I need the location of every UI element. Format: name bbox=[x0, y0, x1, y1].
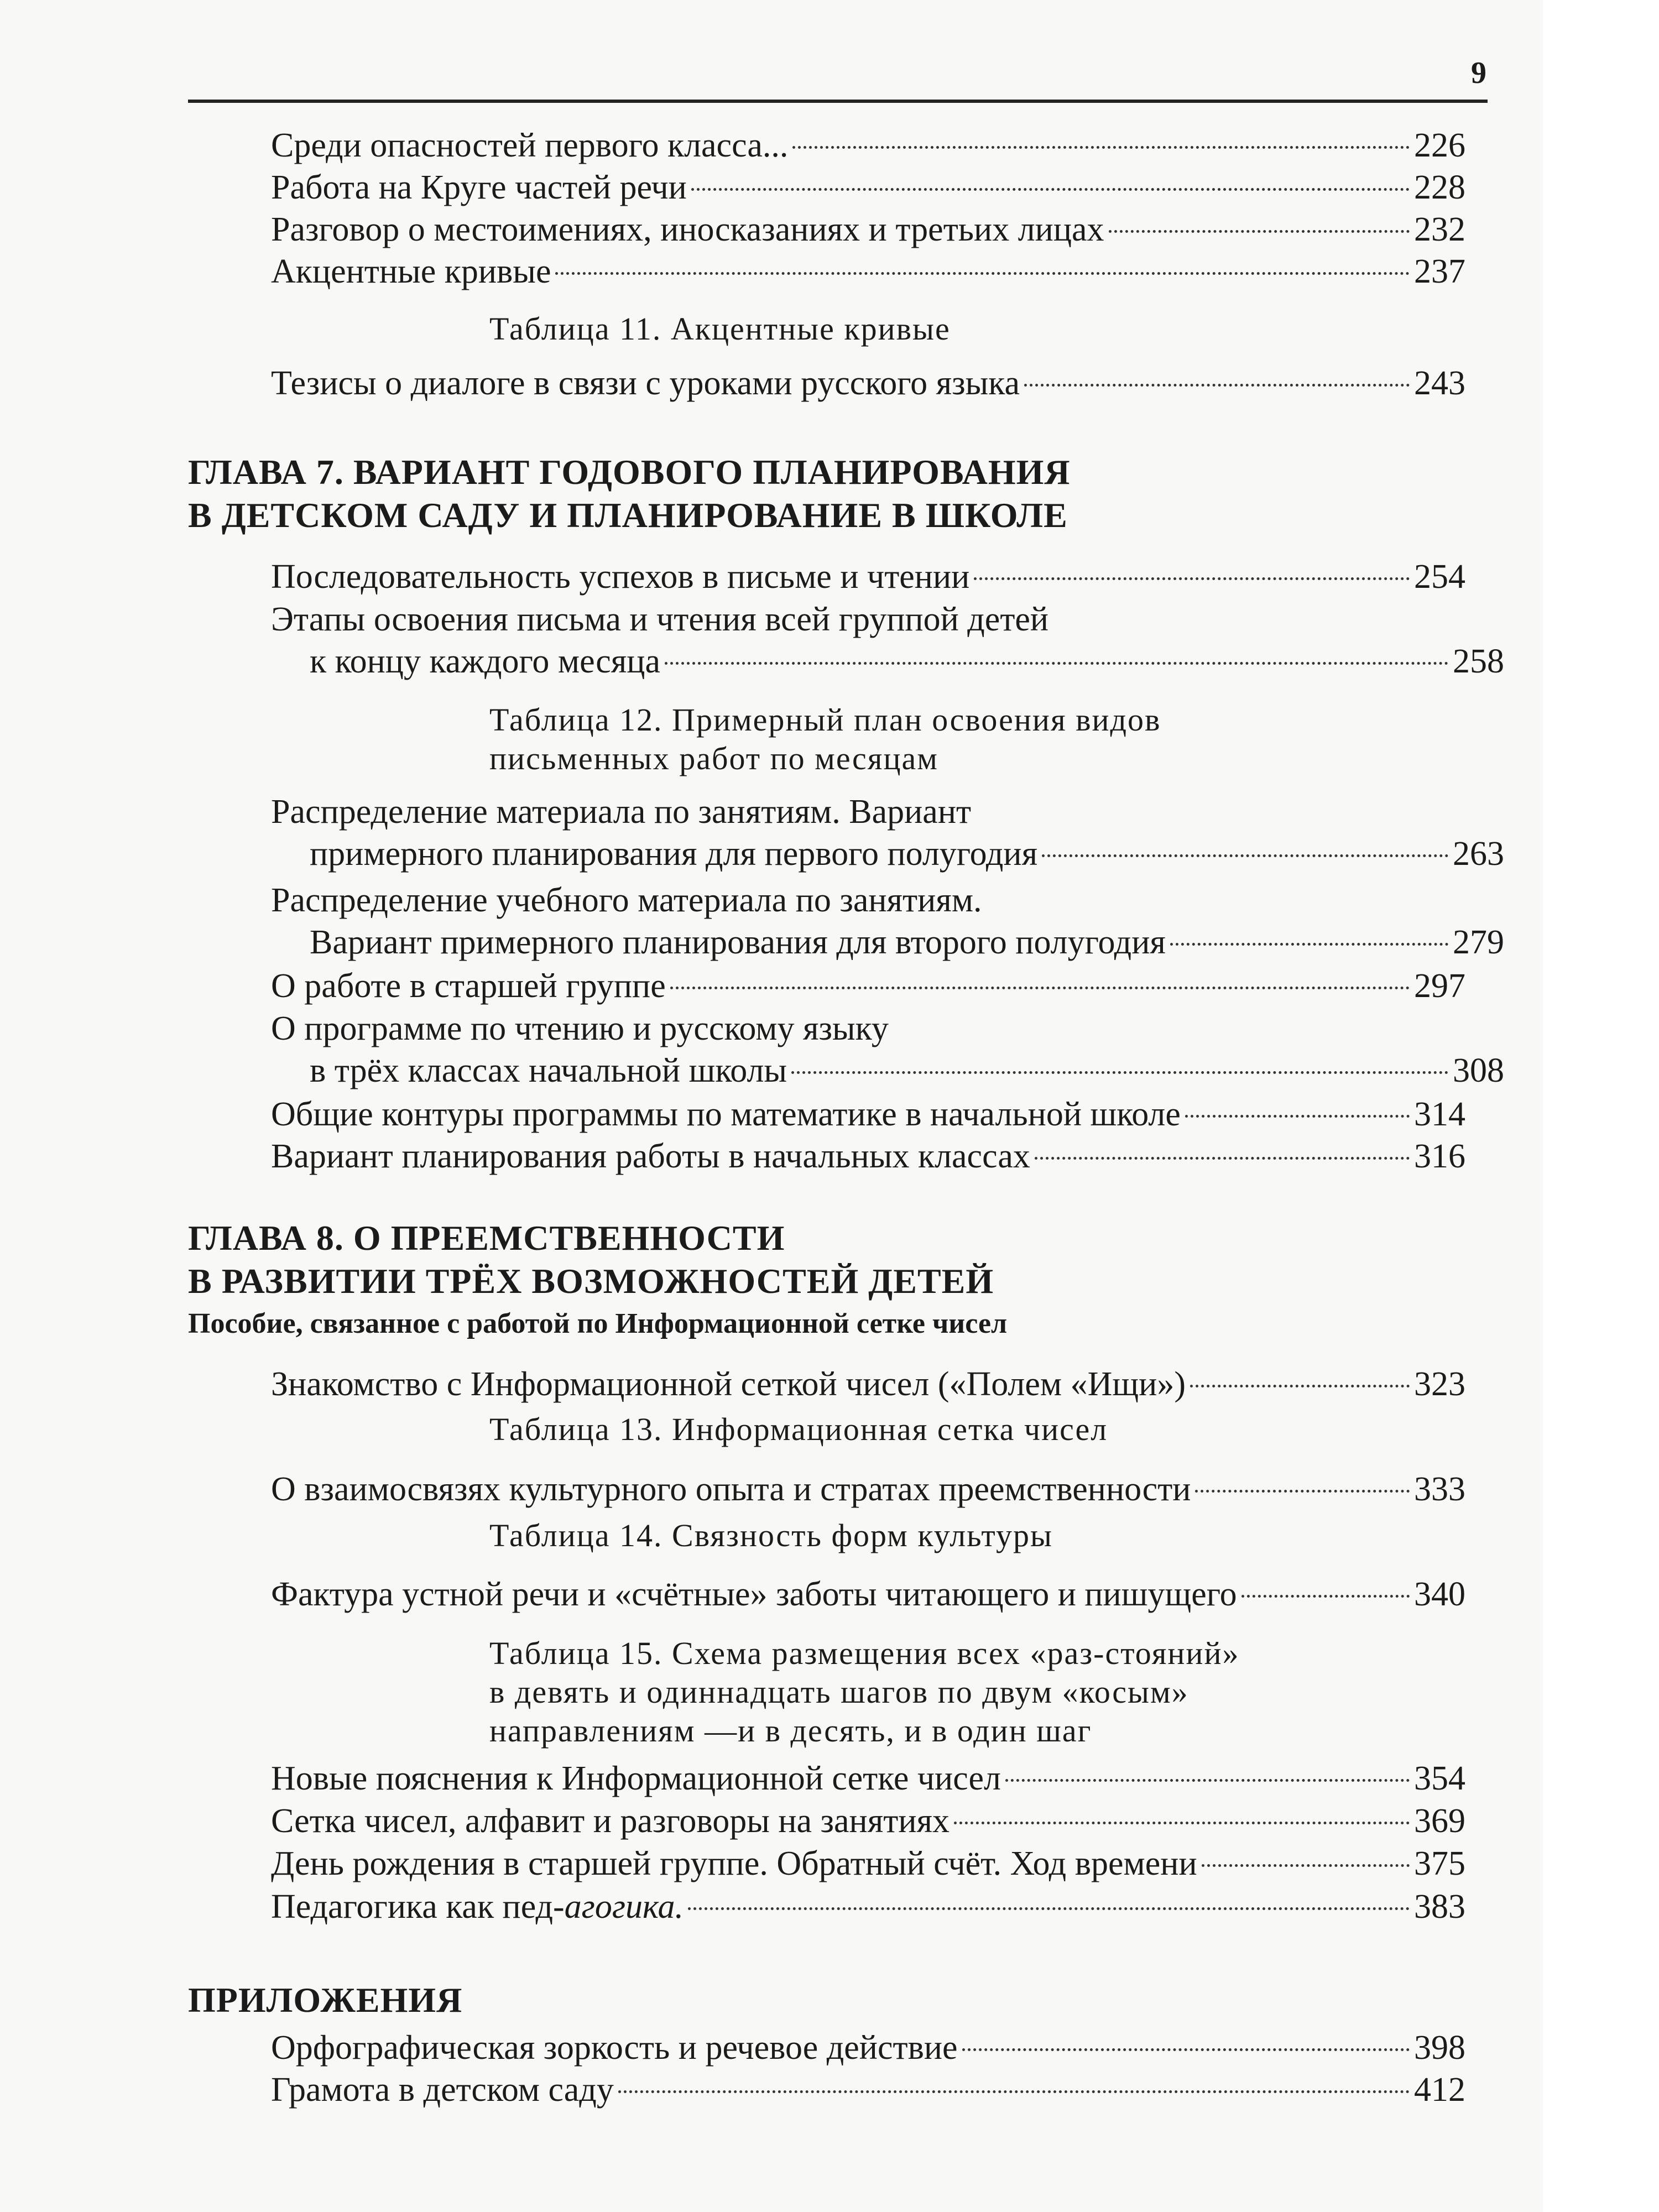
toc-entry bbox=[271, 1800, 1465, 1842]
toc-entry-title: Орфографическая зоркость и речевое действие bbox=[271, 2029, 958, 2067]
toc-entry-title-cont: к концу каждого месяца bbox=[310, 643, 660, 680]
toc-entry-title-italic: агогика. bbox=[564, 1888, 684, 1926]
table-caption-line: направлениям —и в десять, и в один шаг bbox=[489, 1713, 1092, 1749]
toc-entry-title: Среди опасностей первого класса... bbox=[271, 127, 789, 164]
chapter-heading-line: В РАЗВИТИИ ТРЁХ ВОЗМОЖНОСТЕЙ ДЕТЕЙ bbox=[188, 1261, 994, 1301]
toc-entry-title: О работе в старшей группе bbox=[271, 967, 666, 1005]
toc-entry-page: 279 bbox=[1453, 924, 1504, 961]
page-number: 9 bbox=[1471, 56, 1486, 90]
table-caption bbox=[489, 1634, 1485, 1750]
toc-entry bbox=[271, 251, 1465, 293]
toc-entry-page: 243 bbox=[1414, 364, 1465, 402]
toc-entry-title: О взаимосвязях культурного опыта и стратах преемственности bbox=[271, 1470, 1191, 1508]
dot-leader bbox=[1035, 1157, 1410, 1160]
toc-entry bbox=[271, 1468, 1465, 1510]
chapter-heading-line: ГЛАВА 8. О ПРЕЕМСТВЕННОСТИ bbox=[188, 1218, 785, 1258]
toc-entry-title bbox=[271, 1886, 684, 1928]
dot-leader bbox=[1195, 1490, 1410, 1493]
dot-leader bbox=[1190, 1385, 1410, 1387]
toc-entry-title: Работа на Круге частей речи bbox=[271, 169, 687, 206]
toc-entry-title: Общие контуры программы по математике в начальной школе bbox=[271, 1095, 1181, 1133]
toc-entry-page: 232 bbox=[1414, 211, 1465, 248]
toc-entry-title: Фактура устной речи и «счётные» заботы читающего и пишущего bbox=[271, 1575, 1237, 1613]
chapter-heading-line: ГЛАВА 7. ВАРИАНТ ГОДОВОГО ПЛАНИРОВАНИЯ bbox=[188, 452, 1071, 492]
dot-leader bbox=[691, 188, 1410, 191]
toc-entry-page: 398 bbox=[1414, 2029, 1465, 2067]
dot-leader bbox=[1185, 1115, 1410, 1118]
toc-entry-title: Сетка чисел, алфавит и разговоры на занятиях bbox=[271, 1802, 950, 1840]
toc-entry bbox=[271, 1008, 1504, 1092]
dot-leader bbox=[962, 2048, 1410, 2051]
appendix-heading-text: ПРИЛОЖЕНИЯ bbox=[188, 1980, 463, 2020]
toc-entry-title-cont: в трёх классах начальной школы bbox=[310, 1052, 787, 1089]
toc-entry-page: 333 bbox=[1414, 1470, 1465, 1508]
toc-entry-page: 314 bbox=[1414, 1095, 1465, 1133]
toc-entry-title-prefix: Педагогика как пед- bbox=[271, 1888, 565, 1926]
toc-entry-page: 254 bbox=[1414, 558, 1465, 596]
scan-margin bbox=[1543, 0, 1659, 2212]
toc-entry bbox=[271, 965, 1465, 1007]
toc-entry bbox=[271, 124, 1465, 166]
table-caption bbox=[489, 310, 1485, 348]
toc-entry-title: Тезисы о диалоге в связи с уроками русского языка bbox=[271, 364, 1020, 402]
toc-entry-page: 323 bbox=[1414, 1365, 1465, 1403]
toc-entry bbox=[271, 556, 1465, 598]
toc-entry-title: Последовательность успехов в письме и чтении bbox=[271, 558, 970, 596]
dot-leader bbox=[618, 2090, 1410, 2093]
toc-entry-title: День рождения в старшей группе. Обратный счёт. Ход времени bbox=[271, 1845, 1197, 1882]
dot-leader bbox=[1241, 1595, 1410, 1598]
dot-leader bbox=[792, 146, 1410, 149]
toc-entry bbox=[271, 208, 1465, 251]
table-caption-line: Таблица 11. Акцентные кривые bbox=[489, 311, 951, 347]
toc-entry-title: Знакомство с Информационной сеткой чисел («Полем «Ищи») bbox=[271, 1365, 1186, 1403]
table-caption-line: Таблица 14. Связность форм культуры bbox=[489, 1517, 1053, 1553]
toc-entry bbox=[271, 2027, 1465, 2069]
toc-entry bbox=[271, 1363, 1465, 1405]
table-caption bbox=[489, 701, 1485, 778]
toc-entry-page: 369 bbox=[1414, 1802, 1465, 1840]
toc-entry bbox=[271, 1843, 1465, 1885]
table-caption bbox=[489, 1410, 1485, 1449]
table-caption bbox=[489, 1516, 1485, 1555]
dot-leader bbox=[974, 577, 1410, 580]
toc-entry-title: Грамота в детском саду bbox=[271, 2071, 614, 2109]
toc-entry bbox=[271, 1757, 1465, 1799]
dot-leader bbox=[555, 272, 1410, 275]
toc-entry-page: 354 bbox=[1414, 1760, 1465, 1797]
chapter-heading bbox=[188, 1217, 1460, 1303]
toc-entry-page: 228 bbox=[1414, 169, 1465, 206]
toc-entry bbox=[271, 791, 1504, 875]
appendix-heading bbox=[188, 1979, 1460, 2022]
toc-entry-page: 316 bbox=[1414, 1138, 1465, 1175]
toc-entry bbox=[271, 879, 1504, 963]
table-caption-line: Таблица 12. Примерный план освоения видов bbox=[489, 702, 1161, 738]
toc-entry-title: Распределение материала по занятиям. Вариант bbox=[271, 793, 972, 831]
toc-entry bbox=[271, 1573, 1465, 1615]
toc-entry-title: Вариант планирования работы в начальных классах bbox=[271, 1138, 1030, 1175]
dot-leader bbox=[1170, 943, 1448, 946]
chapter-heading-line: В ДЕТСКОМ САДУ И ПЛАНИРОВАНИЕ В ШКОЛЕ bbox=[188, 495, 1068, 535]
toc-entry bbox=[271, 2069, 1465, 2111]
dot-leader bbox=[1005, 1779, 1410, 1782]
dot-leader bbox=[688, 1907, 1410, 1910]
dot-leader bbox=[670, 987, 1410, 989]
toc-entry-page: 412 bbox=[1414, 2071, 1465, 2109]
toc-entry bbox=[271, 1886, 1465, 1928]
toc-entry bbox=[271, 166, 1465, 208]
toc-entry bbox=[271, 1135, 1465, 1177]
toc-entry-page: 375 bbox=[1414, 1845, 1465, 1882]
dot-leader bbox=[665, 662, 1448, 665]
chapter-heading bbox=[188, 451, 1460, 537]
dot-leader bbox=[954, 1822, 1410, 1824]
table-caption-line: Таблица 13. Информационная сетка чисел bbox=[489, 1411, 1108, 1447]
table-caption-line: Таблица 15. Схема размещения всех «раз-стояний» bbox=[489, 1635, 1240, 1671]
toc-entry-title: Акцентные кривые bbox=[271, 253, 551, 290]
dot-leader bbox=[791, 1071, 1448, 1074]
toc-entry-page: 263 bbox=[1453, 835, 1504, 873]
dot-leader bbox=[1109, 230, 1410, 233]
toc-entry-page: 226 bbox=[1414, 127, 1465, 164]
dot-leader bbox=[1202, 1864, 1410, 1867]
toc-entry-title: Этапы освоения письма и чтения всей группой детей bbox=[271, 601, 1049, 638]
toc-entry-title-cont: Вариант примерного планирования для второго полугодия bbox=[310, 924, 1166, 961]
toc-entry-title: Разговор о местоимениях, иносказаниях и третьих лицах bbox=[271, 211, 1104, 248]
toc-entry-page: 258 bbox=[1453, 643, 1504, 680]
toc-entry-page: 383 bbox=[1414, 1888, 1465, 1926]
toc-entry-page: 308 bbox=[1453, 1052, 1504, 1089]
toc-entry bbox=[271, 598, 1504, 682]
dot-leader bbox=[1042, 854, 1448, 857]
header-rule bbox=[188, 100, 1488, 103]
toc-entry bbox=[271, 362, 1465, 404]
toc-entry-page: 237 bbox=[1414, 253, 1465, 290]
toc-entry bbox=[271, 1093, 1465, 1135]
toc-entry-title-cont: примерного планирования для первого полугодия bbox=[310, 835, 1038, 873]
chapter-subtitle: Пособие, связанное с работой по Информационной сетке чисел bbox=[188, 1308, 1008, 1339]
toc-entry-title: О программе по чтению и русскому языку bbox=[271, 1010, 889, 1047]
toc-entry-page: 297 bbox=[1414, 967, 1465, 1005]
table-caption-line: письменных работ по месяцам bbox=[489, 740, 938, 776]
toc-entry-title: Новые пояснения к Информационной сетке чисел bbox=[271, 1760, 1001, 1797]
table-caption-line: в девять и одиннадцать шагов по двум «косым» bbox=[489, 1674, 1189, 1710]
toc-entry-title: Распределение учебного материала по занятиям. bbox=[271, 881, 982, 919]
toc-entry-page: 340 bbox=[1414, 1575, 1465, 1613]
dot-leader bbox=[1024, 384, 1410, 387]
